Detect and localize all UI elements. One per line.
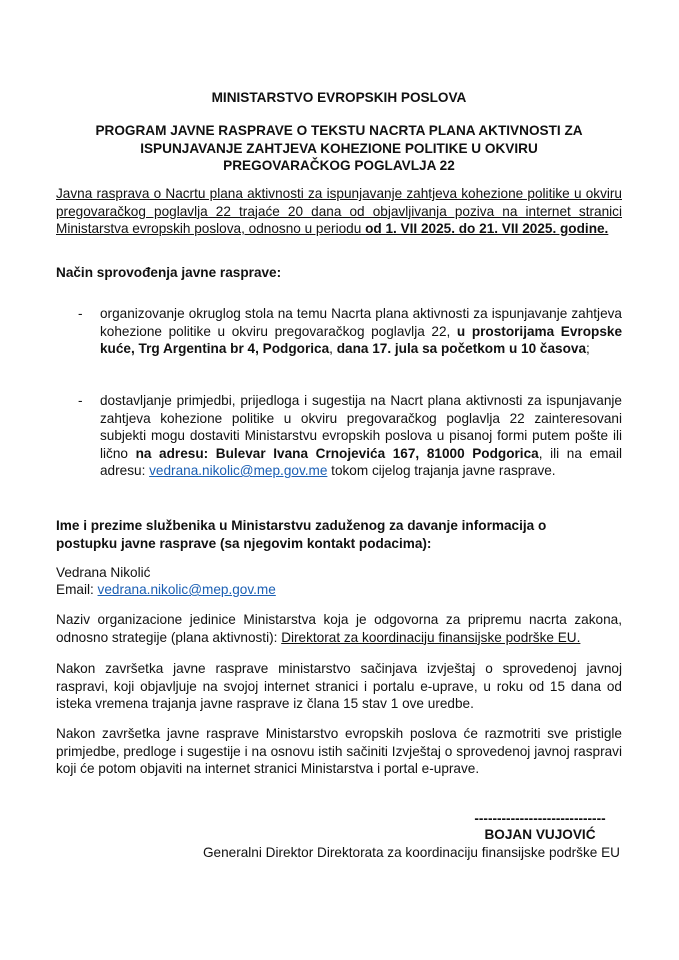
text: Naziv organizacione jedinice Ministarstva koja je odgovorna za pripremu nacrta zakona, odnosno strategije (plana aktivnosti): bbox=[56, 612, 622, 645]
text: dostavljanje primjedbi, prijedloga i sugestija na Nacrt plana aktivnosti za ispunjavanje zahtjeva kohezione politike u okviru pregovaračkog poglavlja 22 zainteresovani subjekti mogu dostaviti Ministarstvu evropskih poslova u pisanoj formi putem pošte ili lično bbox=[100, 393, 622, 461]
email-link[interactable]: vedrana.nikolic@mep.gov.me bbox=[149, 463, 328, 478]
review-paragraph: Nakon završetka javne rasprave Ministarstvo evropskih poslova će razmotriti sve pristigle primjedbe, predloge i sugestije i na osnovu istih sačiniti Izvještaj o sprovedenoj javnoj raspravi koji će potom objaviti na internet stranici Ministarstva i portal e-uprave. bbox=[56, 726, 622, 776]
document-title bbox=[56, 122, 622, 175]
intro-paragraph bbox=[56, 185, 622, 238]
text: ; bbox=[586, 341, 590, 356]
date-time: dana 17. jula sa početkom u 10 časova bbox=[336, 341, 587, 356]
unit-paragraph bbox=[56, 611, 622, 646]
ministry-heading: MINISTARSTVO EVROPSKIH POSLOVA bbox=[211, 90, 467, 105]
text: , ili na email adresu: bbox=[100, 445, 623, 478]
intro-period: od 1. VII 2025. do 21. VII 2025. godine. bbox=[365, 221, 609, 236]
title-line: PREGOVARAČKOG POGLAVLJA 22 bbox=[223, 158, 455, 173]
signatory-name: BOJAN VUJOVIĆ bbox=[484, 827, 596, 842]
title-line: PROGRAM JAVNE RASPRAVE O TEKSTU NACRTA PLANA AKTIVNOSTI ZA bbox=[95, 123, 583, 138]
signature-line: ----------------------------- bbox=[474, 811, 606, 826]
official-email-line bbox=[56, 581, 622, 599]
official-email-link[interactable]: vedrana.nikolic@mep.gov.me bbox=[97, 582, 276, 597]
text: organizovanje okruglog stola na temu Nacrta plana aktivnosti za ispunjavanje zahtjeva kohezione politike u okviru pregovaračkog poglavlja 22, bbox=[100, 306, 622, 339]
text: tokom cijelog trajanja javne rasprave. bbox=[327, 463, 556, 478]
signatory-role: Generalni Direktor Direktorata za koordinaciju finansijske podrške EU bbox=[202, 845, 620, 860]
bullet-submissions bbox=[100, 392, 622, 480]
unit-name: Direktorat za koordinaciju finansijske podrške EU. bbox=[281, 629, 581, 645]
title-line: ISPUNJAVANJE ZAHTJEVA KOHEZIONE POLITIKE U OKVIRU bbox=[140, 140, 538, 156]
method-heading: Način sprovođenja javne rasprave: bbox=[56, 265, 282, 280]
bullet-marker: - bbox=[78, 393, 83, 408]
report-paragraph: Nakon završetka javne rasprave ministarstvo sačinjava izvještaj o sprovedenoj javnoj raspravi, koji objavljuje na svojoj internet stranici i portalu e-uprave, u roku od 15 dana od isteka vremena trajanja javne rasprave iz člana 15 stav 1 ove uredbe. bbox=[56, 661, 622, 711]
official-name: Vedrana Nikolić bbox=[56, 565, 151, 580]
official-heading: Ime i prezime službenika u Ministarstvu zaduženog za davanje informacija o postupku javne rasprave (sa njegovim kontakt podacima): bbox=[56, 518, 547, 551]
email-label: Email: bbox=[56, 582, 98, 597]
intro-text: Javna rasprava o Nacrtu plana aktivnosti za ispunjavanje zahtjeva kohezione politike u okviru pregovaračkog poglavlja 22 trajaće 20 dana od objavljivanja poziva na internet stranici Ministarstva evropskih poslova, odnosno u periodu bbox=[56, 186, 622, 236]
address: na adresu: Bulevar Ivana Crnojevića 167, 81000 Podgorica bbox=[135, 445, 539, 461]
location: u prostorijama Evropske kuće, Trg Argentina br 4, Podgorica bbox=[100, 323, 623, 356]
bullet-marker: - bbox=[78, 306, 83, 321]
bullet-roundtable bbox=[100, 305, 622, 358]
text: , bbox=[329, 341, 337, 356]
